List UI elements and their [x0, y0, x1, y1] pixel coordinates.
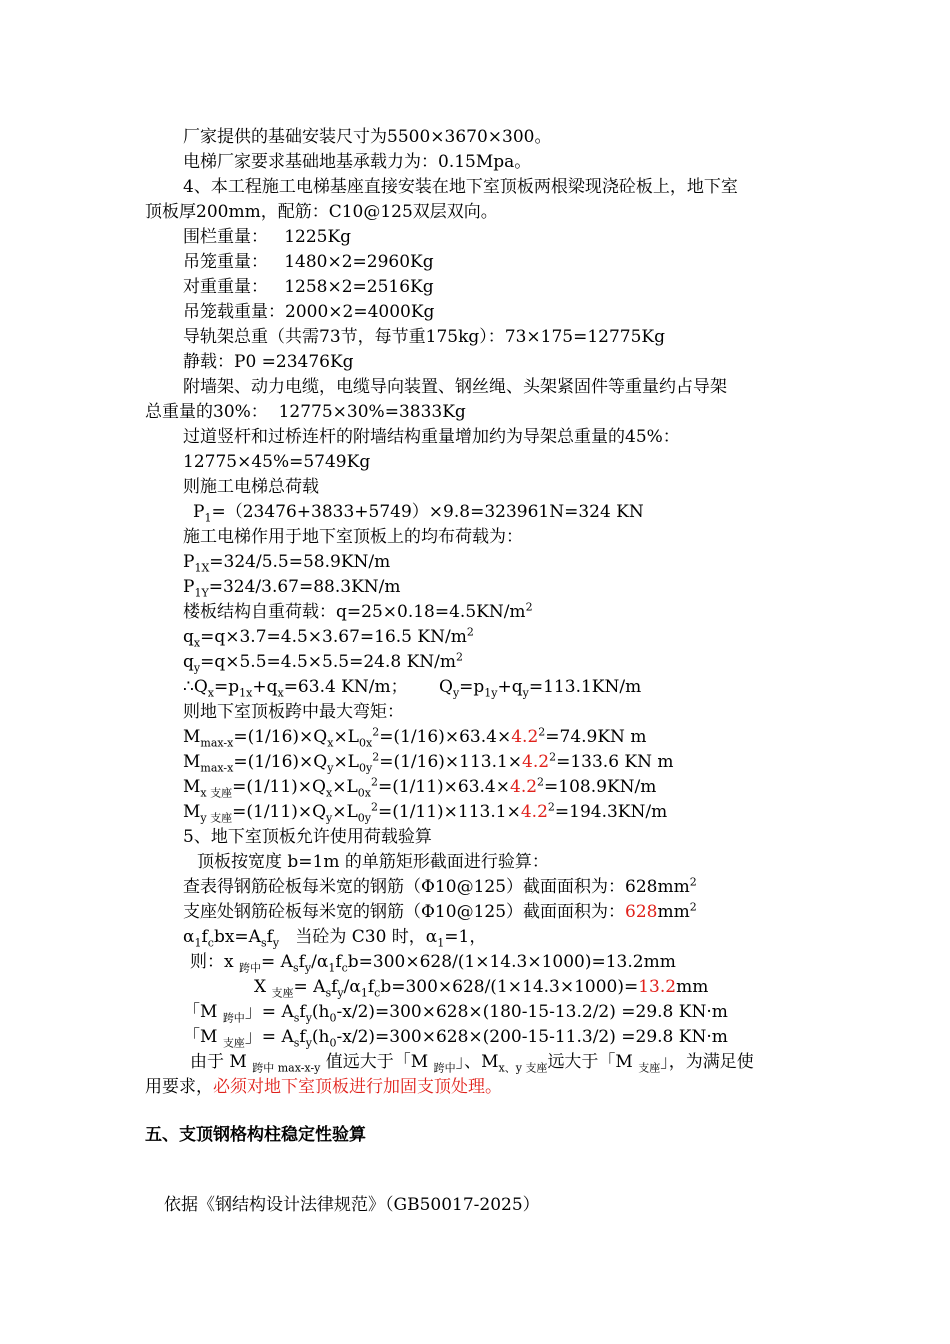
text-line: 吊笼重量： 1480×2=2960Kg	[183, 252, 434, 272]
reference-line: 依据《钢结构设计法律规范》（GB50017-2025）	[164, 1195, 540, 1215]
formula-qx: $q_x=q\times 3.7=4.5\times 3.67=16.5$ $KN/m^2$	[183, 625, 474, 650]
formula-p1: $P_1=(23476+3833+5749)\times 9.8=323961N=324$ KN	[193, 502, 644, 525]
formula-p1y: $P_{1Y}=324/3.67=88.3KN/m$	[183, 577, 401, 600]
formula-x-mid: 则：x $_{跨中}= A_sf_y/\alpha_1f_cb=300\times 628/(1\times 14.3\times 1000)=13.2mm$	[190, 952, 676, 975]
text-line: 过道竖杆和过桥连杆的附墙结构重量增加约为导架总重量的45%：	[183, 427, 680, 447]
conclusion-line-2: 用要求，必须对地下室顶板进行加固支顶处理。	[145, 1077, 502, 1097]
text-line: 厂家提供的基础安装尺寸为5500×3670×300。	[183, 127, 552, 147]
formula-q-self: 楼板结构自重荷载：$q=25\times 0.18=4.5KN/m^2$	[183, 600, 533, 622]
formula-Qy: $Q_y=p_{1y}+q_y=113.1KN/m$	[439, 677, 642, 700]
formula-m4: $M_{y 支座}=(1/11)\times Q_y\times L_{0y}^2=(1/11)\times 113.1\times 4.2^2=194.3KN/m$	[183, 800, 668, 825]
text-line: 顶板按宽度 b=1m 的单筋矩形截面进行验算：	[197, 852, 549, 872]
text-line: 附墙架、动力电缆，电缆导向装置、钢丝绳、头架紧固件等重量约占导架	[183, 377, 727, 397]
formula-qy: $q_y=q\times 5.5=4.5\times 5.5=24.8$ $KN/m^2$	[183, 650, 463, 675]
text-line: 施工电梯作用于地下室顶板上的均布荷载为：	[183, 527, 523, 547]
text-line: 静载：P0 =23476Kg	[183, 352, 354, 372]
formula-p1x: $P_{1X}=324/5.5=58.9KN/m$	[183, 552, 391, 575]
conclusion-line-1: 由于 M $_{跨中 max-x-y}$ 值远大于「M $_{跨中}$」、$M_{x、y 支座}$远大于「M $_{支座}$」，为满足使	[190, 1052, 754, 1075]
formula-mu-mid: 「M $_{跨中}$」= $A_sf_y(h_0-x/2)=300\times 628\times(180-15-13.2/2) =29.8$ KN·m	[183, 1002, 728, 1025]
text-line: 顶板厚200mm，配筋：C10@125双层双向。	[145, 202, 498, 222]
formula-area1: 查表得钢筋砼板每米宽的钢筋（Φ10@125）截面面积为：$628mm^2$	[183, 875, 697, 897]
text-line: 吊笼载重量：2000×2=4000Kg	[183, 302, 435, 322]
text-line: 导轨架总重（共需73节，每节重175kg）：73×175=12775Kg	[183, 327, 665, 347]
text-line: 则施工电梯总荷载	[183, 477, 319, 497]
text-line: 总重量的30%： 12775×30%=3833Kg	[145, 402, 466, 422]
text-line: 4、本工程施工电梯基座直接安装在地下室顶板两根梁现浇砼板上，地下室	[183, 177, 738, 197]
formula-x-support: X $_{支座}= A_sf_y/\alpha_1f_cb=300\times 628/(1\times 14.3\times 1000)=13.2mm$	[254, 977, 709, 1000]
formula-m3: $M_{x 支座}=(1/11)\times Q_x\times L_{0x}^2=(1/11)\times 63.4\times 4.2^2=108.9KN/m$	[183, 775, 657, 800]
formula-m1: $M_{max-x}=(1/16)\times Q_x\times L_{0x}^2=(1/16)\times 63.4\times 4.2^2=74.9KN$ m	[183, 725, 647, 750]
section-5-title: 5、地下室顶板允许使用荷载验算	[183, 827, 432, 847]
formula-Q: $\therefore Q_x=p_{1x}+q_x=63.4$ KN/m；	[183, 677, 408, 700]
section-heading: 五、支顶钢格构柱稳定性验算	[145, 1125, 366, 1145]
formula-alpha: $\alpha_1f_cbx=A_sf_y$ 当砼为 C30 时，$\alpha_1=1$，	[183, 927, 487, 950]
text-line: 对重重量： 1258×2=2516Kg	[183, 277, 434, 297]
formula-area2: 支座处钢筋砼板每米宽的钢筋（Φ10@125）截面面积为：$628mm^2$	[183, 900, 697, 922]
text-line: 围栏重量： 1225Kg	[183, 227, 352, 247]
text-line: 则地下室顶板跨中最大弯矩：	[183, 702, 404, 722]
text-line: 12775×45%=5749Kg	[183, 452, 371, 472]
formula-m2: $M_{max-x}=(1/16)\times Q_y\times L_{0y}^2=(1/16)\times 113.1\times 4.2^2=133.6$ KN m	[183, 750, 674, 775]
text-line: 电梯厂家要求基础地基承载力为：0.15Mpa。	[183, 152, 532, 172]
formula-mu-support: 「M $_{支座}$」= $A_sf_y(h_0-x/2)=300\times 628\times(200-15-11.3/2) =29.8$ KN·m	[183, 1027, 728, 1050]
